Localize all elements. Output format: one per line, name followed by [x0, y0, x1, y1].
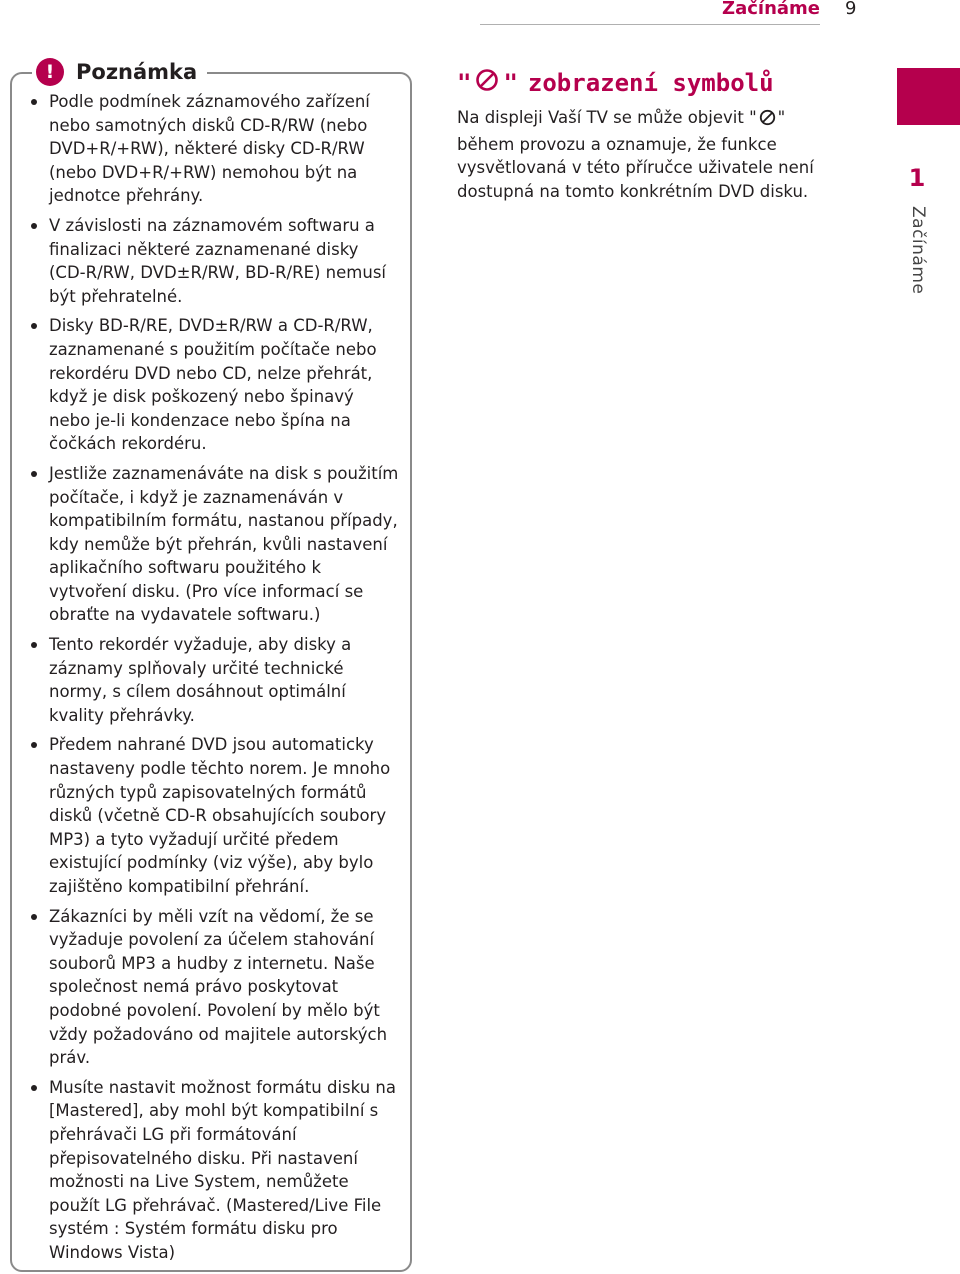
chapter-number: 1: [908, 164, 926, 192]
note-item: [28, 633, 400, 727]
bullet-icon: [31, 223, 37, 229]
note-item-text: Předem nahrané DVD jsou automaticky nastaveny podle těchto norem. Je mnoho různých typů zapisovatelných formátů disků (včetně CD-R obsahujících soubory MP3) a tyto vyžadují určité předem existující podmínky (viz výše), aby bylo zajištěno kompatibilní přehrání.: [49, 735, 391, 896]
body-text-after: " během provozu a oznamuje, že funkce vysvětlovaná v této příručce uživatele není dostupná na tomto konkrétním DVD disku.: [457, 108, 814, 201]
header-section-title: Začínáme: [722, 0, 820, 19]
chapter-tab-marker: [897, 68, 960, 125]
bullet-icon: [31, 914, 37, 920]
note-list: [28, 90, 400, 1271]
note-item-text: Podle podmínek záznamového zařízení nebo samotných disků CD-R/RW (nebo DVD+R/+RW), některé disky CD-R/RW (nebo DVD+R/+RW) nemohou být na jednotce přehrány.: [49, 92, 370, 206]
note-item-text: Musíte nastavit možnost formátu disku na [Mastered], aby mohl být kompatibilní s přehrávači LG při formátování přepisovatelného disku. Při nastavení možnosti na Live System, nemůžete použít LG přehrávač. (Mastered/Live File systém : Systém formátu disku pro Windows Vista): [49, 1077, 396, 1262]
bullet-icon: [31, 99, 37, 105]
note-title: Poznámka: [76, 60, 198, 84]
bullet-icon: [31, 1085, 37, 1091]
note-item-text: V závislosti na záznamovém softwaru a finalizaci některé zaznamenané disky (CD-R/RW, DVD±R/RW, BD-R/RE) nemusí být přehratelné.: [49, 215, 386, 306]
prohibited-icon: [475, 68, 499, 98]
note-item: [28, 90, 400, 208]
note-item: [28, 733, 400, 898]
note-item: [28, 462, 400, 627]
bullet-icon: [31, 642, 37, 648]
title-quote-close: ": [503, 69, 518, 97]
chapter-label: Začínáme: [908, 206, 928, 295]
note-item-text: Tento rekordér vyžaduje, aby disky a záznamy splňovaly určité technické normy, s cílem dosáhnout optimální kvality přehrávky.: [49, 635, 352, 725]
note-item: [28, 314, 400, 456]
symbol-section-title: [457, 68, 774, 98]
title-text: zobrazení symbolů: [527, 69, 774, 97]
note-item-text: Jestliže zaznamenáváte na disk s použitím počítače, i když je zaznamenáván v kompatibilním formátu, nastanou případy, kdy nemůže být přehrán, kvůli nastavení aplikačního softwaru použitého k vytvoření disku. (Pro více informací se obraťte na vydavatele softwaru.): [49, 463, 399, 625]
note-item: [28, 1076, 400, 1265]
bullet-icon: [31, 471, 37, 477]
note-header: [32, 56, 207, 88]
exclamation-icon: !: [36, 58, 64, 86]
bullet-icon: [31, 742, 37, 748]
chapter-side-tab: [897, 68, 960, 298]
note-item: [28, 905, 400, 1070]
note-item: [28, 214, 400, 308]
prohibited-icon: [759, 109, 776, 133]
body-text-before: Na displeji Vaší TV se může objevit ": [457, 108, 757, 127]
bullet-icon: [31, 323, 37, 329]
title-quote-open: ": [457, 69, 472, 97]
page-number: 9: [845, 0, 857, 19]
note-item-text: Disky BD-R/RE, DVD±R/RW a CD-R/RW, zaznamenané s použitím počítače nebo rekordéru DVD nebo CD, nelze přehrát, když je disk poškozený nebo špinavý nebo je-li kondenzace nebo špína na čočkách rekordéru.: [49, 316, 377, 454]
note-item-text: Zákazníci by měli vzít na vědomí, že se vyžaduje povolení za účelem stahování souborů MP3 a hudby z internetu. Naše společnost nemá právo poskytovat podobné povolení. Povolení by mělo být vždy požadováno od majitele autorských práv.: [49, 906, 388, 1068]
symbol-section-body: [457, 106, 837, 203]
header-rule: [480, 24, 820, 25]
